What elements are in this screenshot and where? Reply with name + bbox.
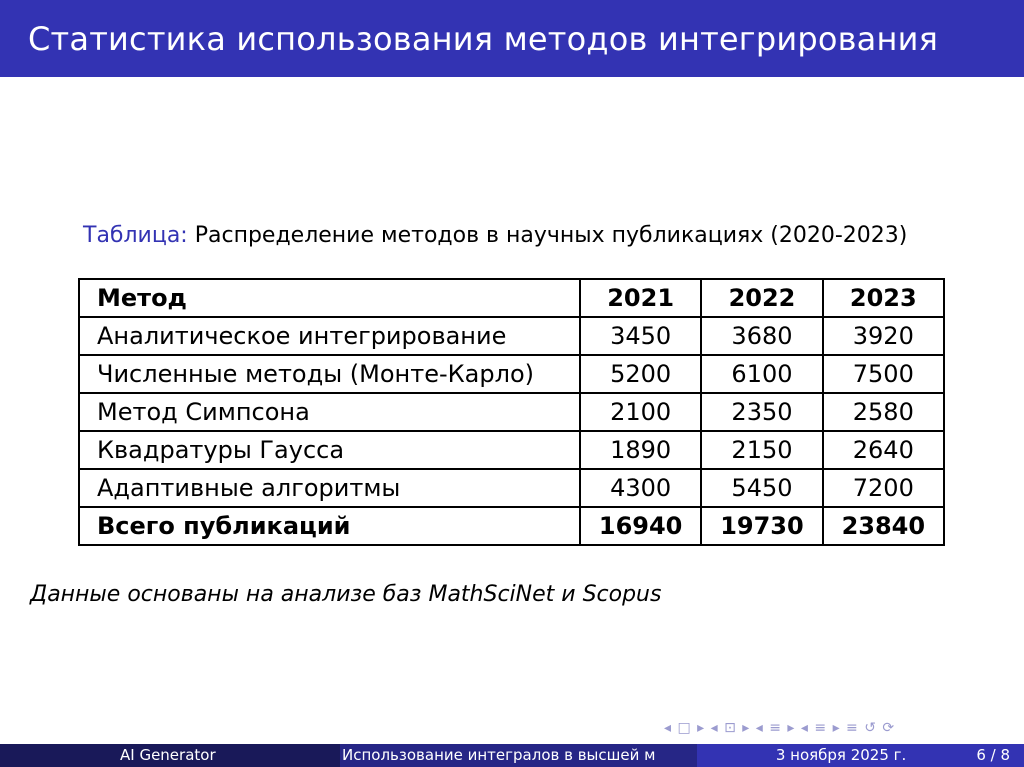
total-label-cell: Всего публикаций	[79, 507, 580, 545]
slide-footer	[0, 744, 1024, 767]
header-cell-2022: 2022	[701, 279, 822, 317]
value-cell: 2100	[580, 393, 701, 431]
value-cell: 3450	[580, 317, 701, 355]
table-row	[79, 355, 944, 393]
value-cell: 1890	[580, 431, 701, 469]
footer-date: 3 ноября 2025 г.	[775, 746, 907, 764]
value-cell: 5200	[580, 355, 701, 393]
value-cell: 6100	[701, 355, 822, 393]
value-cell: 3680	[701, 317, 822, 355]
table-header-row	[79, 279, 944, 317]
beamer-navigation-icons[interactable]: ◂ □ ▸ ◂ ⊡ ▸ ◂ ≡ ▸ ◂ ≡ ▸ ≡ ↺ ⟳	[664, 720, 896, 736]
value-cell: 3920	[823, 317, 944, 355]
table-caption-label: Таблица:	[83, 223, 188, 248]
table-row	[79, 431, 944, 469]
header-cell-2021: 2021	[580, 279, 701, 317]
total-value-cell: 16940	[580, 507, 701, 545]
header-cell-2023: 2023	[823, 279, 944, 317]
footer-date-page	[697, 744, 1024, 767]
table-total-row	[79, 507, 944, 545]
method-name-cell: Метод Симпсона	[79, 393, 580, 431]
method-name-cell: Аналитическое интегрирование	[79, 317, 580, 355]
value-cell: 2640	[823, 431, 944, 469]
value-cell: 7200	[823, 469, 944, 507]
table-row	[79, 393, 944, 431]
value-cell: 4300	[580, 469, 701, 507]
footer-author: AI Generator	[0, 744, 340, 767]
footer-page-number: 6 / 8	[976, 746, 1010, 764]
table-row	[79, 317, 944, 355]
source-note: Данные основаны на анализе баз MathSciNet и Scopus	[30, 582, 662, 607]
total-value-cell: 23840	[823, 507, 944, 545]
total-value-cell: 19730	[701, 507, 822, 545]
table-caption-text: Распределение методов в научных публикациях (2020-2023)	[194, 223, 908, 248]
value-cell: 2150	[701, 431, 822, 469]
slide-title: Статистика использования методов интегрирования	[28, 20, 939, 58]
slide-title-bar	[0, 0, 1024, 77]
footer-title: Использование интегралов в высшей м	[340, 744, 697, 767]
method-name-cell: Численные методы (Монте-Карло)	[79, 355, 580, 393]
table-row	[79, 469, 944, 507]
value-cell: 2350	[701, 393, 822, 431]
methods-table	[78, 278, 945, 546]
method-name-cell: Адаптивные алгоритмы	[79, 469, 580, 507]
value-cell: 2580	[823, 393, 944, 431]
method-name-cell: Квадратуры Гаусса	[79, 431, 580, 469]
header-cell-method: Метод	[79, 279, 580, 317]
value-cell: 7500	[823, 355, 944, 393]
table-caption	[83, 223, 907, 248]
value-cell: 5450	[701, 469, 822, 507]
